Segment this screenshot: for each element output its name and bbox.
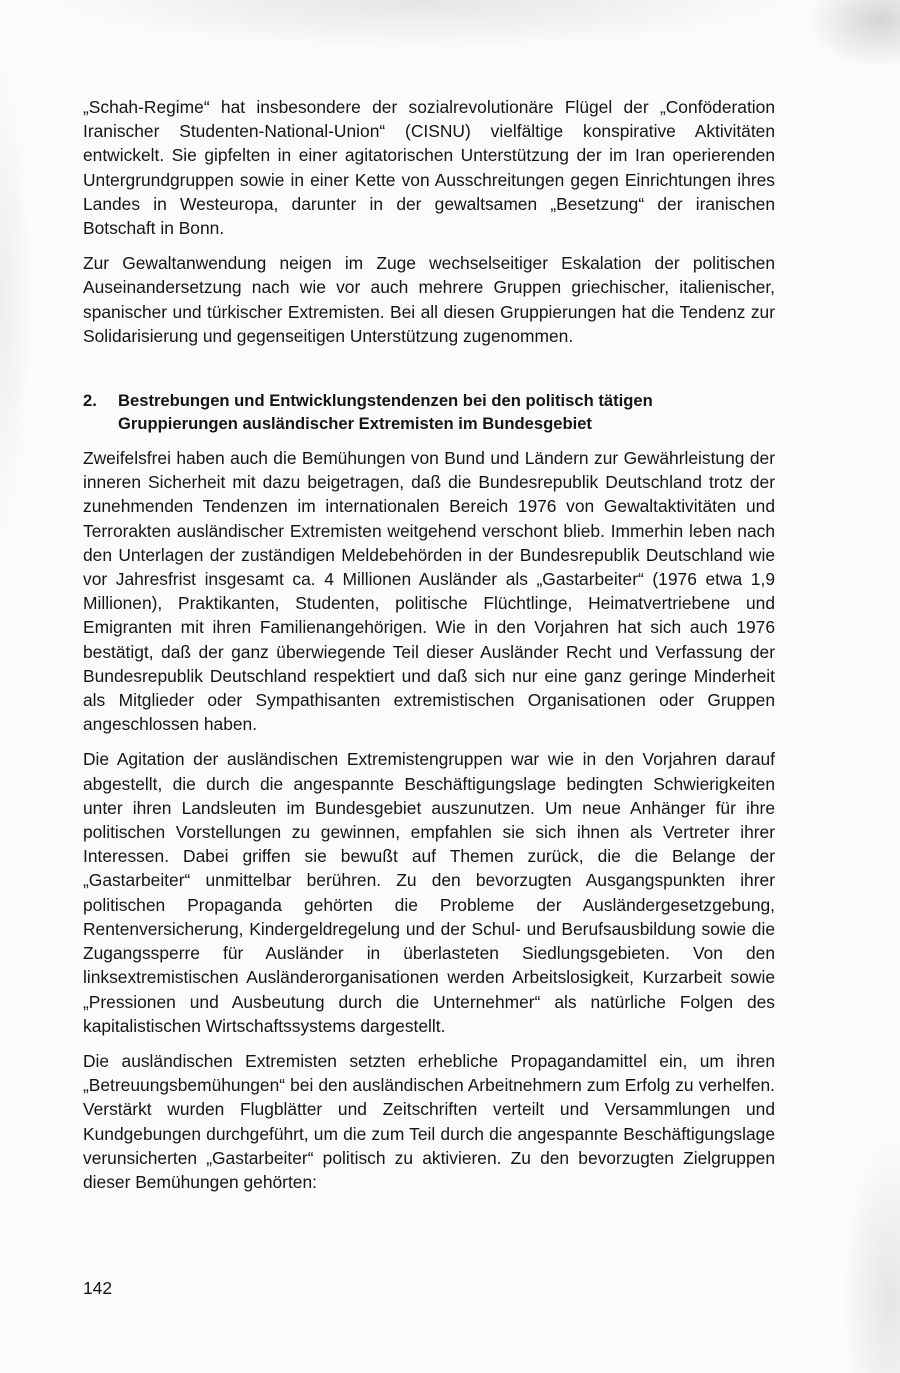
paragraph-propaganda: Die ausländischen Extremisten setzten erhebliche Propagandamittel ein, um ihren „Betreuungsbemühungen“ bei den ausländischen Arbeitnehmern zum Erfolg zu verhelfen. Verstärkt wurden Flugblätter und Zeitschriften verteilt und Versammlungen und Kundgebungen durchgeführt, um die zum Teil durch die angespannte Beschäftigungslage verunsicherten „Gastarbeiter“ politisch zu aktivieren. Zu den bevorzugten Zielgruppen dieser Bemühungen gehörten: (83, 1050, 775, 1192)
section-title: Bestrebungen und Entwicklungstendenzen bei den politisch tätigen Gruppierungen ausländischer Extremisten im Bundesgebiet (118, 391, 653, 434)
section-number: 2. (83, 391, 97, 411)
page-number: 142 (83, 1278, 113, 1298)
paragraph-security: Zweifelsfrei haben auch die Bemühungen von Bund und Ländern zur Gewährleistung der inneren Sicherheit mit dazu beigetragen, daß die Bundesrepublik Deutschland trotz der zunehmenden Tendenzen im internationalen Bereich 1976 von Gewaltaktivitäten und Terrorakten ausländischer Extremisten weitgehend verschont blieb. Immerhin leben nach den Unterlagen der zuständigen Meldebehörden in der Bundesrepublik Deutschland wie vor Jahresfrist insgesamt ca. 4 Millionen Ausländer als „Gastarbeiter“ (1976 etwa 1,9 Millionen), Praktikanten, Studenten, politische Flüchtlinge, Heimatvertriebene und Emigranten mit ihren Familienangehörigen. Wie in den Vorjahren hat sich auch 1976 bestätigt, daß der ganz überwiegende Teil dieser Ausländer Recht und Verfassung der Bundesrepublik Deutschland respektiert und daß sich nur eine ganz geringe Minderheit als Mitglieder oder Sympathisanten extremistischen Organisationen oder Gruppen angeschlossen haben. (83, 448, 775, 735)
paragraph-agitation: Die Agitation der ausländischen Extremistengruppen war wie in den Vorjahren darauf abgestellt, die durch die angespannte Beschäftigungslage bedingten Schwierigkeiten unter ihren Landsleuten im Bundesgebiet auszunutzen. Um neue Anhänger für ihre politischen Vorstellungen zu gewinnen, empfahlen sie sich ihnen als Vertreter ihrer Interessen. Dabei griffen sie bewußt auf Themen zurück, die die Belange der „Gastarbeiter“ unmittelbar berühren. Zu den bevorzugten Ausgangspunkten ihrer politischen Propaganda gehörten die Probleme der Ausländergesetzgebung, Rentenversicherung, Kindergeldregelung und der Schul- und Berufsausbildung sowie die Zugangssperre für Ausländer in überlasteten Siedlungsgebieten. Von den linksextremistischen Ausländerorganisationen werden Arbeitslosigkeit, Kurzarbeit sowie „Pressionen und Ausbeutung durch die Unternehmer“ als natürliche Folgen des kapitalistischen Wirtschaftssystems dargestellt. (83, 749, 775, 1036)
page-body (83, 95, 775, 1205)
section-heading (83, 389, 775, 435)
paragraph-cisnu: „Schah-Regime“ hat insbesondere der sozialrevolutionäre Flügel der „Conföderation Iranischer Studenten-National-Union“ (CISNU) vielfältige konspirative Aktivitäten entwickelt. Sie gipfelten in einer agitatorischen Unterstützung der im Iran operierenden Untergrundgruppen sowie in einer Kette von Ausschreitungen gegen Einrichtungen ihres Landes in Westeuropa, darunter in der gewaltsamen „Besetzung“ der iranischen Botschaft in Bonn. (83, 97, 775, 239)
paragraph-violence: Zur Gewaltanwendung neigen im Zuge wechselseitiger Eskalation der politischen Auseinandersetzung nach wie vor auch mehrere Gruppen griechischer, italienischer, spanischer und türkischer Extremisten. Bei all diesen Gruppierungen hat die Tendenz zur Solidarisierung und gegenseitigen Unterstützung zugenommen. (83, 253, 775, 346)
